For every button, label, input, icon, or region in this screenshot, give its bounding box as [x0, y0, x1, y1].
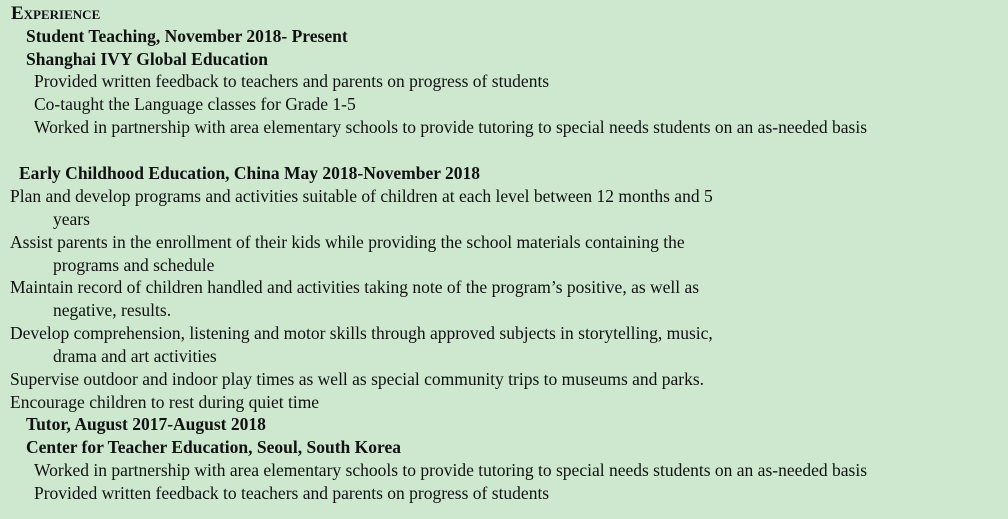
job-2-duty-3: Maintain record of children handled and activities taking note of the program’s positive, as well as — [10, 277, 700, 297]
job-2-duty-5: Supervise outdoor and indoor play times as well as special community trips to museums and parks. — [10, 369, 705, 389]
job-2-duty-4-continued: drama and art activities — [53, 346, 217, 366]
job-2-duty-6: Encourage children to rest during quiet time — [10, 392, 320, 412]
job-2-duty-2-continued: programs and schedule — [53, 255, 215, 275]
job-2-role: Early Childhood Education, China May 2018-November 2018 — [19, 163, 481, 183]
job-3-organization: Center for Teacher Education, Seoul, South Korea — [26, 437, 401, 457]
job-1-role: Student Teaching, November 2018- Present — [26, 26, 348, 46]
job-3-duty-1: Worked in partnership with area elementary schools to provide tutoring to special needs students on an as-needed basis — [34, 460, 868, 480]
job-2-duty-2: Assist parents in the enrollment of their kids while providing the school materials containing the — [10, 232, 685, 252]
job-2-duty-1-continued: years — [53, 209, 90, 229]
job-3-role: Tutor, August 2017-August 2018 — [26, 414, 266, 434]
job-2-duty-1: Plan and develop programs and activities suitable of children at each level between 12 months and 5 — [10, 186, 713, 206]
job-2-duty-4: Develop comprehension, listening and motor skills through approved subjects in storytelling, music, — [10, 323, 713, 343]
section-title: Experience — [11, 3, 101, 24]
job-1-duty-1: Provided written feedback to teachers and parents on progress of students — [34, 71, 550, 91]
job-3-duty-2: Provided written feedback to teachers and parents on progress of students — [34, 483, 550, 503]
job-1-duty-2: Co-taught the Language classes for Grade 1-5 — [34, 94, 356, 114]
job-2-duty-3-continued: negative, results. — [53, 300, 172, 320]
job-1-organization: Shanghai IVY Global Education — [26, 49, 269, 69]
job-1-duty-3: Worked in partnership with area elementary schools to provide tutoring to special needs students on an as-needed basis — [34, 117, 868, 137]
